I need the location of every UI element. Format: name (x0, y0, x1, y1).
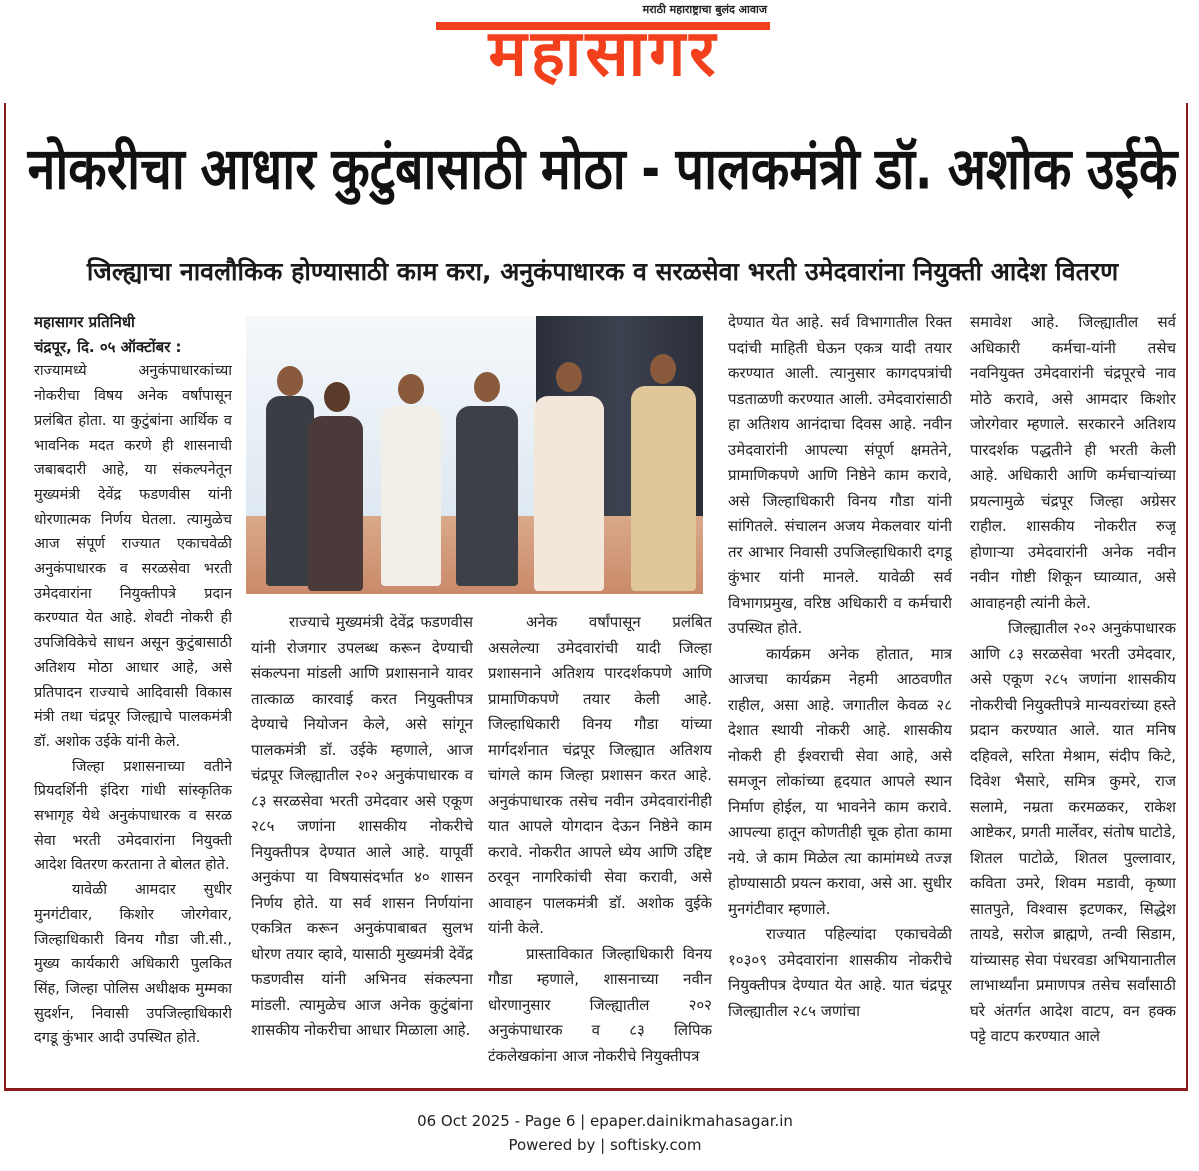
person-2 (308, 416, 363, 591)
article-column-4 (728, 310, 952, 1090)
paragraph: जिल्ह्यातील २०२ अनुकंपाधारक आणि ८३ सरळसेवा भरती उमेदवार, असे एकूण २८५ जणांना शासकीय नोकरीची नियुक्तीपत्रे मान्यवरांच्या हस्ते प्रदान करण्यात आले. यात मनिष दहिवले, सरिता मेश्राम, संदीप किटे, दिवेश भैसारे, समित्र कुमरे, राज सलामे, नम्रता करमळकर, राकेश आष्टेकर, प्रगती मार्लेवर, संतोष घाटोडे, शितल पाटोळे, शितल पुल्लावार, कविता उमरे, शिवम मडावी, कृष्णा सातपुते, विश्वास इटणकर, सिद्धेश तायडे, सरोज ब्राह्मणे, तन्वी सिडाम, यांच्यासह सेवा पंधरवडा अभियानातील लाभार्थ्यांना प्रमाणपत्र तसेच सर्वांसाठी घरे अंतर्गत आदेश वाटप, वन हक्क पट्टे वाटप करण्यात आले (970, 619, 1176, 1045)
paragraph: अनेक वर्षांपासून प्रलंबित असलेल्या उमेदवारांची यादी जिल्हा प्रशासनाने अतिशय पारदर्शकपणे आणि प्रामाणिकपणे तयार केली आहे. जिल्हाधिकारी विनय गौडा यांच्या मार्गदर्शनात चंद्रपूर जिल्ह्यात अतिशय चांगले काम जिल्हा प्रशासन करत आहे. अनुकंपाधारक तसेच नवीन उमेदवारांनीही यात आपले योगदान देऊन निष्ठेने काम करावे. नोकरीत आपले ध्येय आणि उद्दिष्ट ठरवून नागरिकांची सेवा करावी, असे आवाहन पालकमंत्री डॉ. अशोक वुईके यांनी केले. (488, 613, 712, 937)
person-6 (631, 386, 696, 591)
paragraph: प्रास्ताविकात जिल्हाधिकारी विनय गौडा म्हणाले, शासनाच्या नवीन धोरणानुसार जिल्ह्यातील २०२ अनुकंपाधारक व ८३ लिपिक टंकलेखकांना आज नोकरीचे नियुक्तीपत्र (488, 944, 712, 1065)
byline: महासागर प्रतिनिधी (34, 313, 135, 331)
newspaper-logo: महासागर (488, 17, 720, 91)
person-2-head (324, 382, 350, 412)
paragraph: राज्याचे मुख्यमंत्री देवेंद्र फडणवीस यांनी रोजगार उपलब्ध करून देण्याची संकल्पना मांडली आणि प्रशासनाने यावर तात्काळ कारवाई करत नियुक्तीपत्र देण्याचे नियोजन केले, असे सांगून पालकमंत्री डॉ. उईके म्हणाले, आज चंद्रपूर जिल्ह्यातील २०२ अनुकंपाधारक व ८३ सरळसेवा भरती उमेदवार असे एकूण २८५ जणांना शासकीय नोकरीचे नियुक्तीपत्र देण्यात आले आहे. यापूर्वी अनुकंपा या विषयासंदर्भात ४० शासन निर्णय होते. या सर्व शासन निर्णयांना एकत्रित करून अनुकंपाबाबत सुलभ धोरण तयार व्हावे, यासाठी मुख्यमंत्री देवेंद्र फडणवीस यांनी अभिनव संकल्पना मांडली. त्यामुळेच आज अनेक कुटुंबांना शासकीय नोकरीचा आधार मिळाला आहे. (251, 613, 473, 1039)
article-column-2 (251, 610, 473, 1090)
paragraph: यावेळी आमदार सुधीर मुनगंटीवार, किशोर जोरगेवार, जिल्हाधिकारी विनय गौडा जी.सी., मुख्य कार्यकारी अधिकारी पुलकित सिंह, जिल्हा पोलिस अधीक्षक मुम्मका सुदर्शन, निवासी उपजिल्हाधिकारी दगडू कुंभार आदी उपस्थित होते. (34, 882, 232, 1047)
person-3-head (398, 374, 424, 404)
event-photo (246, 316, 703, 594)
footer-edition-info: 06 Oct 2025 - Page 6 | epaper.dainikmahasagar.in (417, 1112, 793, 1130)
person-1-head (277, 366, 303, 396)
masthead (430, 0, 775, 100)
paragraph: जिल्हा प्रशासनाच्या वतीने प्रियदर्शिनी इंदिरा गांधी सांस्कृतिक सभागृह येथे अनुकंपाधारक व सरळ सेवा भरती उमेदवारांना नियुक्ती आदेश वितरण करताना ते बोलत होते. (34, 758, 232, 874)
article-column-5 (970, 310, 1176, 1090)
person-1 (266, 396, 314, 586)
paragraph: राज्यामध्ये अनुकंपाधारकांच्या नोकरीचा विषय अनेक वर्षांपासून प्रलंबित होता. या कुटुंबांना आर्थिक व भावनिक मदत करणे ही शासनाची जबाबदारी आहे, या संकल्पनेतून मुख्यमंत्री देवेंद्र फडणवीस यांनी धोरणात्मक निर्णय घेतला. त्यामुळेच आज संपूर्ण राज्यात एकाचवेळी अनुकंपाधारक व सरळसेवा भरती उमेदवारांना नियुक्तीपत्रे प्रदान करण्यात येत आहे. शेवटी नोकरी ही उपजिविकेचे साधन असून कुटुंबासाठी अतिशय मोठा आधार आहे, असे प्रतिपादन राज्याचे आदिवासी विकास मंत्री तथा चंद्रपूर जिल्ह्याचे पालकमंत्री डॉ. अशोक उईके यांनी केले. (34, 363, 232, 750)
person-3 (381, 406, 441, 586)
masthead-tagline: मराठी महाराष्ट्राचा बुलंद आवाज (642, 3, 767, 16)
person-6-head (650, 354, 676, 384)
paragraph: राज्यात पहिल्यांदा एकाचवेळी १०३०९ उमेदवारांना शासकीय नोकरीचे नियुक्तीपत्र देण्यात येत आहे. यात चंद्रपूर जिल्ह्यातील २८५ जणांचा (728, 925, 952, 1020)
paragraph: कार्यक्रम अनेक होतात, मात्र आजचा कार्यक्रम नेहमी आठवणीत राहील, असा आहे. जगातील केवळ २८ देशात स्थायी नोकरी आहे. शासकीय नोकरी ही ईश्वराची सेवा आहे, असे समजून लोकांच्या हृदयात आपले स्थान निर्माण होईल, या भावनेने काम करावे. आपल्या हातून कोणतीही चूक होता कामा नये. जे काम मिळेल त्या कामांमध्ये तज्ज्ञ होण्यासाठी प्रयत्न करावा, असे आ. सुधीर मुनगंटीवार म्हणाले. (728, 644, 952, 918)
article-headline: नोकरीचा आधार कुटुंबासाठी मोठा - पालकमंत्री डॉ. अशोक उईके (27, 135, 1178, 203)
person-5 (534, 396, 604, 591)
footer-powered-by: Powered by | softisky.com (508, 1136, 702, 1154)
paragraph: देण्यात येत आहे. सर्व विभागातील रिक्त पदांची माहिती घेऊन एकत्र यादी तयार करण्यात आली. त्यानुसार कागदपत्रांची पडताळणी करण्यात आली. उमेदवारांसाठी हा अतिशय आनंदाचा दिवस आहे. नवीन उमेदवारांनी आपल्या संपूर्ण क्षमतेने, प्रामाणिकपणे आणि निष्ठेने काम करावे, असे जिल्हाधिकारी विनय गौडा यांनी सांगितले. संचालन अजय मेकलवार यांनी तर आभार निवासी उपजिल्हाधिकारी दगडू कुंभार यांनी मानले. यावेळी सर्व विभागप्रमुख, वरिष्ठ अधिकारी व कर्मचारी उपस्थित होते. (728, 313, 952, 637)
paragraph: समावेश आहे. जिल्ह्यातील सर्व अधिकारी कर्मचा-यांनी तसेच नवनियुक्त उमेदवारांनी चंद्रपूरचे नाव मोठे करावे, असे आमदार किशोर जोरगेवार म्हणाले. सरकारने अतिशय पारदर्शक पद्धतीने ही भरती केली आहे. अधिकारी आणि कर्मचाऱ्यांच्या प्रयत्नामुळे चंद्रपूर जिल्हा अग्रेसर राहील. शासकीय नोकरीत रुजू होणाऱ्या उमेदवारांनी अनेक नवीन नवीन गोष्टी शिकून घ्याव्यात, असे आवाहनही त्यांनी केले. (970, 313, 1176, 612)
person-4-head (474, 372, 500, 402)
article-column-1 (34, 310, 232, 1090)
article-column-3 (488, 610, 712, 1090)
article-subheadline: जिल्ह्याचा नावलौकिक होण्यासाठी काम करा, अनुकंपाधारक व सरळसेवा भरती उमेदवारांना नियुक्ती आदेश वितरण (86, 257, 1119, 286)
person-4 (456, 406, 518, 586)
person-5-head (556, 362, 582, 392)
dateline: चंद्रपूर, दि. ०५ ऑक्टोंबर : (34, 337, 182, 356)
